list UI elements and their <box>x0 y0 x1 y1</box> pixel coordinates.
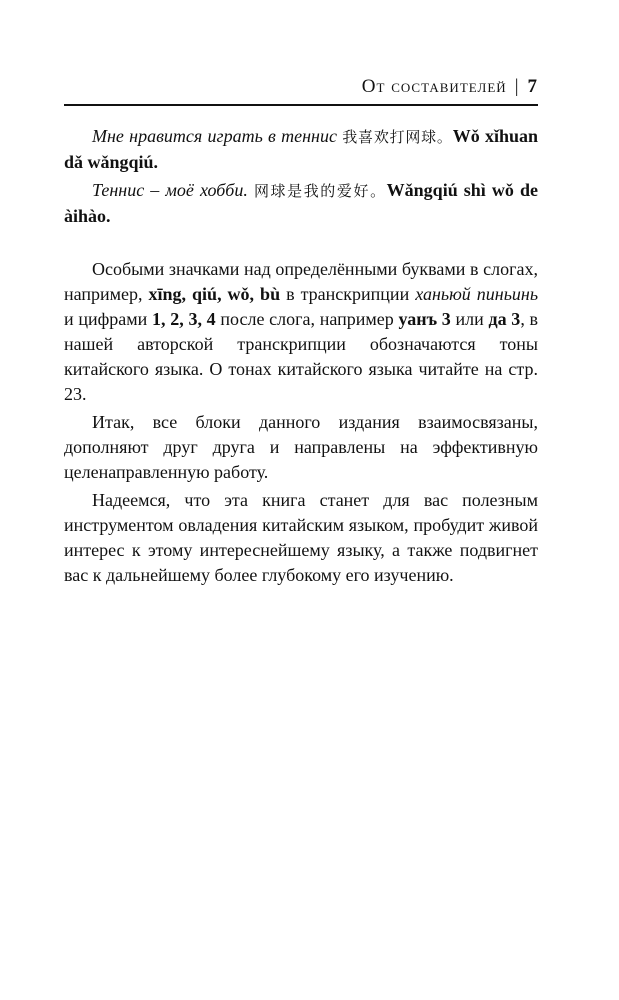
paragraph-hope: Надеемся, что эта книга станет для вас полезным инструментом овладения китайским языком, пробудит живой интерес к этому интереснейшему языку, а также подвигнет вас к дальнейшему более глубокому его изучению. <box>64 490 538 585</box>
example-pinyin: Wǒ xǐhuan dǎ wǎngqiú. <box>64 126 538 172</box>
example-chinese: 我喜欢打网球。 <box>342 128 453 146</box>
example-pinyin: Wǎngqiú shì wǒ de àihào. <box>64 180 538 226</box>
text-run: в транскрипции <box>280 284 416 304</box>
text-run: или <box>450 309 489 329</box>
author-example-2: да 3 <box>488 309 521 329</box>
tone-digits: 1, 2, 3, 4 <box>152 309 216 329</box>
header-separator: | <box>514 76 520 97</box>
text-run: , в нашей авторской транскрипции обозначаются тоны китайского языка. О тонах китайского языка читайте на стр. 23. <box>64 309 539 404</box>
text-run: Особыми значками над определёнными буквами в слогах, например, <box>64 259 538 304</box>
example-sentence <box>64 178 538 229</box>
header-text <box>362 76 538 98</box>
page-number: 7 <box>527 76 538 97</box>
author-example-1: уанъ 3 <box>398 309 451 329</box>
spacer <box>64 229 538 257</box>
section-title: От составителей <box>361 76 507 97</box>
example-sentence <box>64 124 538 175</box>
example-chinese: 网球是我的爱好。 <box>253 182 387 200</box>
paragraph-tones <box>64 257 538 407</box>
example-russian: Теннис – моё хобби. <box>92 180 248 200</box>
tone-examples: xīng, qiú, wǒ, bù <box>148 284 281 304</box>
paragraph-blocks: Итак, все блоки данного издания взаимосвязаны, дополняют друг друга и направлены на эффективную целенаправленную работу. <box>64 412 538 482</box>
text-run: и цифрами <box>64 309 153 329</box>
text-run: после слога, например <box>215 309 399 329</box>
running-header <box>64 72 538 106</box>
page-content <box>64 124 538 588</box>
example-russian: Мне нравится играть в теннис <box>92 126 337 146</box>
transcription-system-name: ханьюй пиньинь <box>415 284 539 304</box>
